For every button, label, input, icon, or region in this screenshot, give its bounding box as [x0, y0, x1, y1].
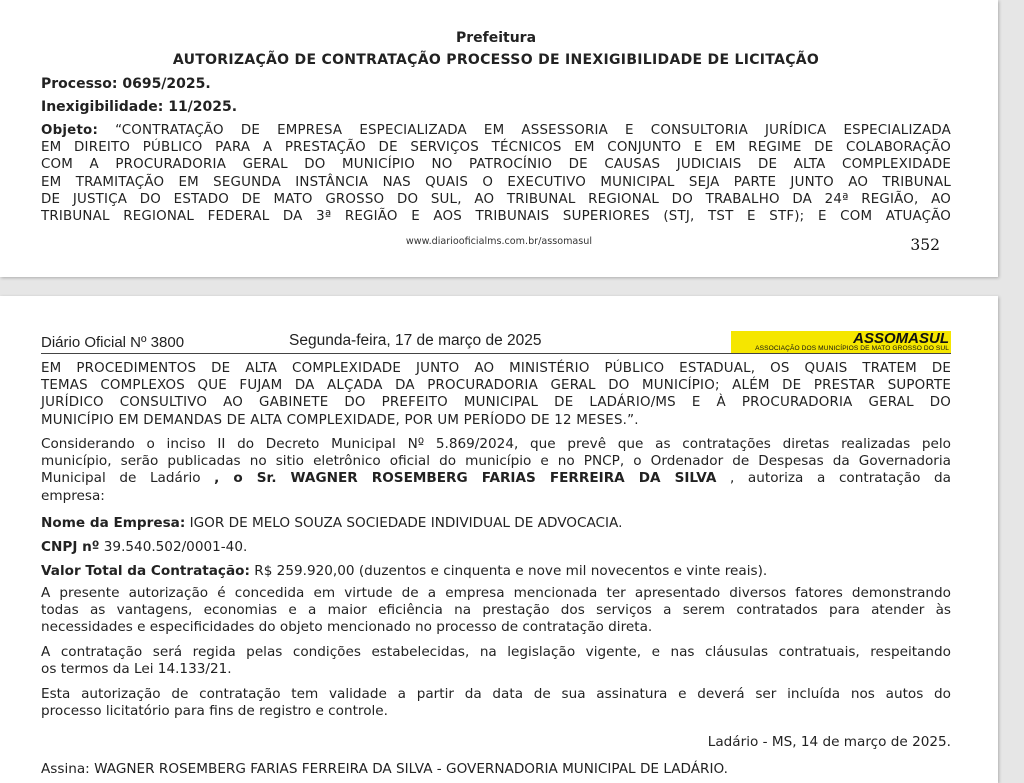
- presente-line-3: necessidades e especificidades do objeto mencionado no processo de contratação direta.: [41, 619, 653, 636]
- footer-url: www.diariooficialms.com.br/assomasul: [405, 236, 593, 247]
- considerando-pre: Municipal de Ladário: [41, 470, 215, 487]
- inexigibilidade-value: 11/2025.: [168, 99, 238, 115]
- objeto-cont-line-2: TEMAS COMPLEXOS QUE FUJAM DA ALÇADA DA PROCURADORIA GERAL DO MUNICÍPIO; ALÉM DE PRESTAR SUPORTE: [41, 378, 951, 394]
- local-data: Ladário - MS, 14 de março de 2025.: [707, 734, 951, 750]
- objeto-line-4: EM TRAMITAÇÃO EM SEGUNDA INSTÂNCIA NAS QUAIS O EXECUTIVO MUNICIPAL SEJA PARTE JUNTO AO TRIBUNAL: [41, 174, 951, 190]
- objeto-line-3: COM A PROCURADORIA GERAL DO MUNICÍPIO NO PATROCÍNIO DE CAUSAS JUDICIAIS DE ALTA COMPLEXIDADE: [41, 157, 951, 173]
- objeto-line-6: TRIBUNAL REGIONAL FEDERAL DA 3ª REGIÃO E AOS TRIBUNAIS SUPERIORES (STJ, TST E STF); E COM ATUAÇÃO: [41, 209, 951, 225]
- document-page-352: [0, 0, 998, 277]
- ordenador-name: , o Sr. WAGNER ROSEMBERG FARIAS FERREIRA DA SILVA: [214, 470, 717, 487]
- processo-line: [41, 76, 951, 92]
- diario-date: Segunda-feira, 17 de março de 2025: [289, 332, 542, 349]
- objeto-line-2: EM DIREITO PÚBLICO PARA A PRESTAÇÃO DE SERVIÇOS TÉCNICOS EM CONJUNTO E EM REGIME DE COLABORAÇÃO: [41, 140, 951, 156]
- regida-paragraph: [41, 644, 951, 678]
- header-title: Prefeitura: [455, 30, 537, 46]
- valor-label: Valor Total da Contratação:: [41, 563, 250, 579]
- regida-line-2: os termos da Lei 14.133/21.: [41, 661, 232, 678]
- assina-line: Assina: WAGNER ROSEMBERG FARIAS FERREIRA DA SILVA - GOVERNADORIA MUNICIPAL DE LADÁRIO.: [41, 761, 728, 777]
- inexigibilidade-label: Inexigibilidade:: [41, 99, 164, 115]
- valor-line: [41, 563, 951, 579]
- considerando-line-4: empresa:: [41, 487, 105, 504]
- diario-title: Diário Oficial Nº 3800: [41, 334, 185, 351]
- processo-value: 0695/2025.: [122, 76, 211, 92]
- objeto-line-1: “CONTRATAÇÃO DE EMPRESA ESPECIALIZADA EM ASSESSORIA E CONSULTORIA JURÍDICA ESPECIALIZADA: [115, 123, 951, 138]
- cnpj-value: 39.540.502/0001-40.: [99, 539, 248, 555]
- valor-value: R$ 259.920,00 (duzentos e cinquenta e nove mil novecentos e vinte reais).: [249, 563, 768, 579]
- validade-line-2: processo licitatório para fins de registro e controle.: [41, 703, 388, 720]
- processo-label: Processo:: [41, 76, 118, 92]
- objeto-cont-line-3: JURÍDICO CONSULTIVO AO GABINETE DO PREFEITO MUNICIPAL DE LADÁRIO/MS E À PROCURADORIA GERAL DO: [41, 395, 951, 411]
- presente-line-1: A presente autorização é concedida em virtude de a empresa mencionada ter apresentado diversos fatores demonstrando: [41, 585, 951, 601]
- considerando-paragraph: [41, 436, 951, 505]
- page-number: 352: [910, 236, 940, 254]
- regida-line-1: A contratação será regida pelas condições estabelecidas, na legislação vigente, e nas cláusulas contratuais, respeitando: [41, 644, 951, 660]
- validade-line-1: Esta autorização de contratação tem validade a partir da data de sua assinatura e deverá ser incluída nos autos do: [41, 686, 951, 702]
- validade-paragraph: [41, 686, 951, 720]
- considerando-line-3: [41, 470, 951, 487]
- presente-paragraph: [41, 585, 951, 637]
- cnpj-label: CNPJ nº: [41, 539, 100, 555]
- objeto-cont-line-4: MUNICÍPIO EM DEMANDAS DE ALTA COMPLEXIDADE, POR UM PERÍODO DE 12 MESES.”.: [41, 412, 639, 428]
- objeto-label: Objeto:: [41, 123, 98, 138]
- empresa-line: [41, 515, 951, 531]
- brand-subtitle: ASSOCIAÇÃO DOS MUNICÍPIOS DE MATO GROSSO DO SUL: [755, 345, 949, 352]
- main-title: AUTORIZAÇÃO DE CONTRATAÇÃO PROCESSO DE INEXIGIBILIDADE DE LICITAÇÃO: [172, 52, 820, 68]
- inexigibilidade-line: [41, 99, 951, 115]
- cnpj-line: [41, 539, 951, 555]
- presente-line-2: todas as vantagens, economias e a maior eficiência na prestação dos serviços a serem contratados para atender às: [41, 602, 951, 619]
- brand-name: ASSOMASUL: [853, 330, 949, 347]
- objeto-paragraph: [41, 122, 951, 225]
- considerando-line-2: município, serão publicadas no sitio eletrônico oficial do município e no PNCP, o Ordenador de Despesas da Governadoria: [41, 453, 951, 470]
- considerando-post: , autoriza a contratação da: [716, 470, 951, 487]
- empresa-value: IGOR DE MELO SOUZA SOCIEDADE INDIVIDUAL DE ADVOCACIA.: [185, 515, 623, 531]
- objeto-line-5: DE JUSTIÇA DO ESTADO DE MATO GROSSO DO SUL, AO TRIBUNAL REGIONAL DO TRABALHO DA 24ª REGIÃO, AO: [41, 191, 951, 207]
- empresa-label: Nome da Empresa:: [41, 515, 186, 531]
- objeto-continuation: [41, 360, 951, 429]
- considerando-line-1: Considerando o inciso II do Decreto Municipal Nº 5.869/2024, que prevê que as contratações diretas realizadas pelo: [41, 436, 951, 452]
- objeto-cont-line-1: EM PROCEDIMENTOS DE ALTA COMPLEXIDADE JUNTO AO MINISTÉRIO PÚBLICO ESTADUAL, OS QUAIS TRATEM DE: [41, 361, 951, 376]
- diario-header-bar: [41, 331, 951, 353]
